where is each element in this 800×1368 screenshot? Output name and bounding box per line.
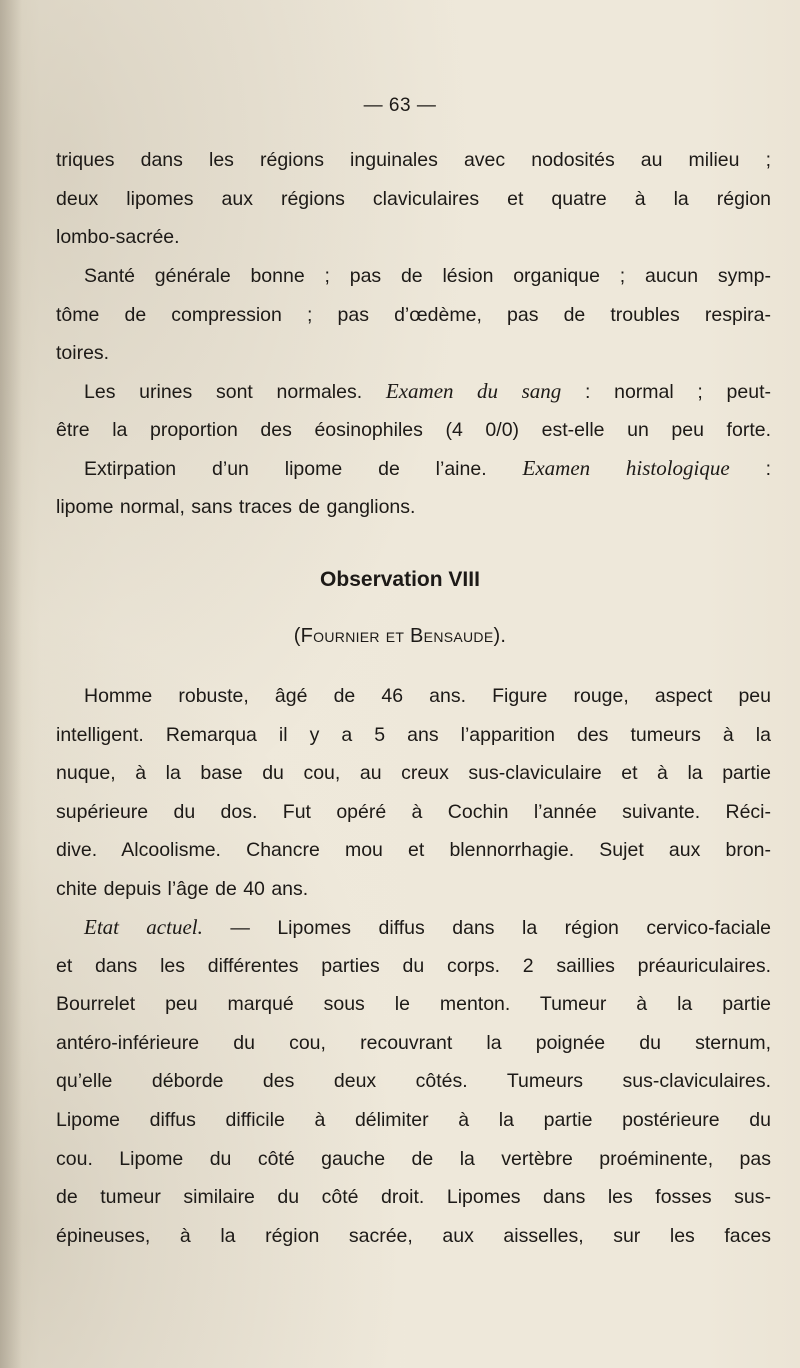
text-span: : normal ; peut- (561, 381, 772, 403)
text-line (56, 372, 771, 411)
text-line: tôme de compression ; pas d’œdème, pas de troubles respira- (56, 303, 771, 326)
paragraph-current-state (56, 908, 771, 1255)
text-line: toires. (56, 342, 110, 365)
text-line: supérieure du dos. Fut opéré à Cochin l’année suivante. Réci- (56, 800, 771, 823)
text-line: nuque, à la base du cou, au creux sus-claviculaire et à la partie (56, 762, 771, 785)
paragraph-general-health (56, 257, 771, 373)
observation-title: Observation VIII (320, 568, 480, 591)
text-line: lombo-sacrée. (56, 226, 180, 249)
paragraph-patient-history (56, 677, 771, 909)
italic-term: Examen histologique (522, 456, 730, 481)
text-line: Santé générale bonne ; pas de lésion organique ; aucun symp- (84, 265, 771, 287)
text-line: Homme robuste, âgé de 46 ans. Figure rouge, aspect peu (84, 685, 771, 707)
text-line: Lipome diffus difficile à délimiter à la partie postérieure du (56, 1108, 771, 1131)
text-line: triques dans les régions inguinales avec nodosités au milieu ; (56, 149, 771, 171)
text-line: dive. Alcoolisme. Chancre mou et blennorrhagie. Sujet aux bron- (56, 839, 771, 862)
text-line (56, 449, 771, 488)
text-line: épineuses, à la région sacrée, aux aisselles, sur les faces (56, 1224, 771, 1247)
text-line (56, 908, 771, 947)
text-line: deux lipomes aux régions claviculaires et quatre à la région (56, 187, 771, 210)
paragraph-urine-blood (56, 372, 771, 526)
observation-authors: (Fournier et Bensaude). (293, 625, 507, 647)
italic-term: Etat actuel. (84, 915, 203, 939)
text-line: lipome normal, sans traces de ganglions. (56, 495, 416, 518)
text-line: chite depuis l’âge de 40 ans. (56, 877, 309, 900)
text-line: intelligent. Remarqua il y a 5 ans l’apparition des tumeurs à la (56, 723, 771, 746)
page-number: — 63 — (363, 95, 437, 116)
text-span: Les urines sont normales. (84, 381, 386, 403)
text-line: Bourrelet peu marqué sous le menton. Tumeur à la partie (56, 993, 771, 1016)
text-line: être la proportion des éosinophiles (4 0/0) est-elle un peu forte. (56, 418, 771, 441)
paragraph-continuation (56, 141, 771, 257)
binding-shadow (0, 0, 22, 1368)
text-line: antéro-inférieure du cou, recouvrant la poignée du sternum, (56, 1031, 771, 1054)
text-span: : (729, 458, 772, 481)
text-line: cou. Lipome du côté gauche de la vertèbre proéminente, pas (56, 1147, 771, 1170)
italic-term: Examen du sang (385, 379, 562, 403)
text-span: Extirpation d’un lipome de l’aine. (84, 458, 523, 481)
text-span: — Lipomes diffus dans la région cervico-faciale (202, 917, 771, 939)
text-line: et dans les différentes parties du corps. 2 saillies préauriculaires. (56, 954, 771, 977)
text-line: de tumeur similaire du côté droit. Lipomes dans les fosses sus- (56, 1186, 771, 1209)
text-line: qu’elle déborde des deux côtés. Tumeurs sus-claviculaires. (56, 1070, 771, 1093)
